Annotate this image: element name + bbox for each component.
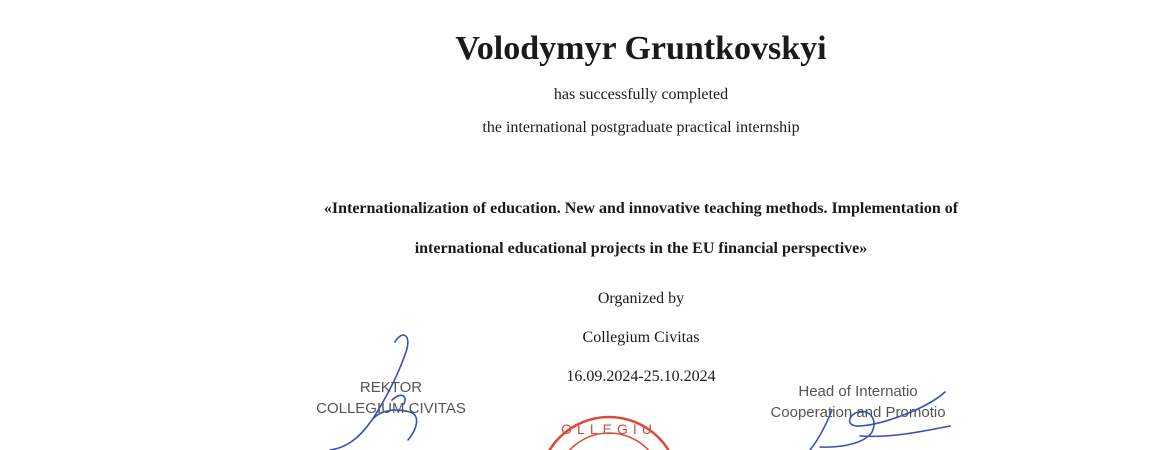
- college-stamp: [539, 417, 679, 450]
- head-title-line-1: Head of Internatio: [798, 383, 918, 400]
- organized-by-label: Organized by: [597, 290, 685, 307]
- head-title-line-2: Cooperation and Promotio: [770, 404, 946, 421]
- rector-institution: COLLEGIUM CIVITAS: [316, 400, 466, 417]
- internship-dates: 16.09.2024-25.10.2024: [566, 368, 716, 385]
- stamp-text: OLLEGIU: [561, 421, 657, 437]
- recipient-name: Volodymyr Gruntkovskyi: [455, 30, 827, 67]
- program-line: the international postgraduate practical internship: [482, 119, 800, 136]
- rector-handwritten-signature: [330, 335, 417, 450]
- completion-line: has successfully completed: [553, 86, 729, 103]
- rector-title: REKTOR: [359, 379, 423, 396]
- internship-title-line-2: international educational projects in the EU financial perspective»: [414, 240, 868, 257]
- internship-title-line-1: «Internationalization of education. New and innovative teaching methods. Implementation of: [323, 200, 959, 217]
- head-handwritten-signature: [810, 392, 950, 450]
- organizer-name: Collegium Civitas: [582, 329, 700, 346]
